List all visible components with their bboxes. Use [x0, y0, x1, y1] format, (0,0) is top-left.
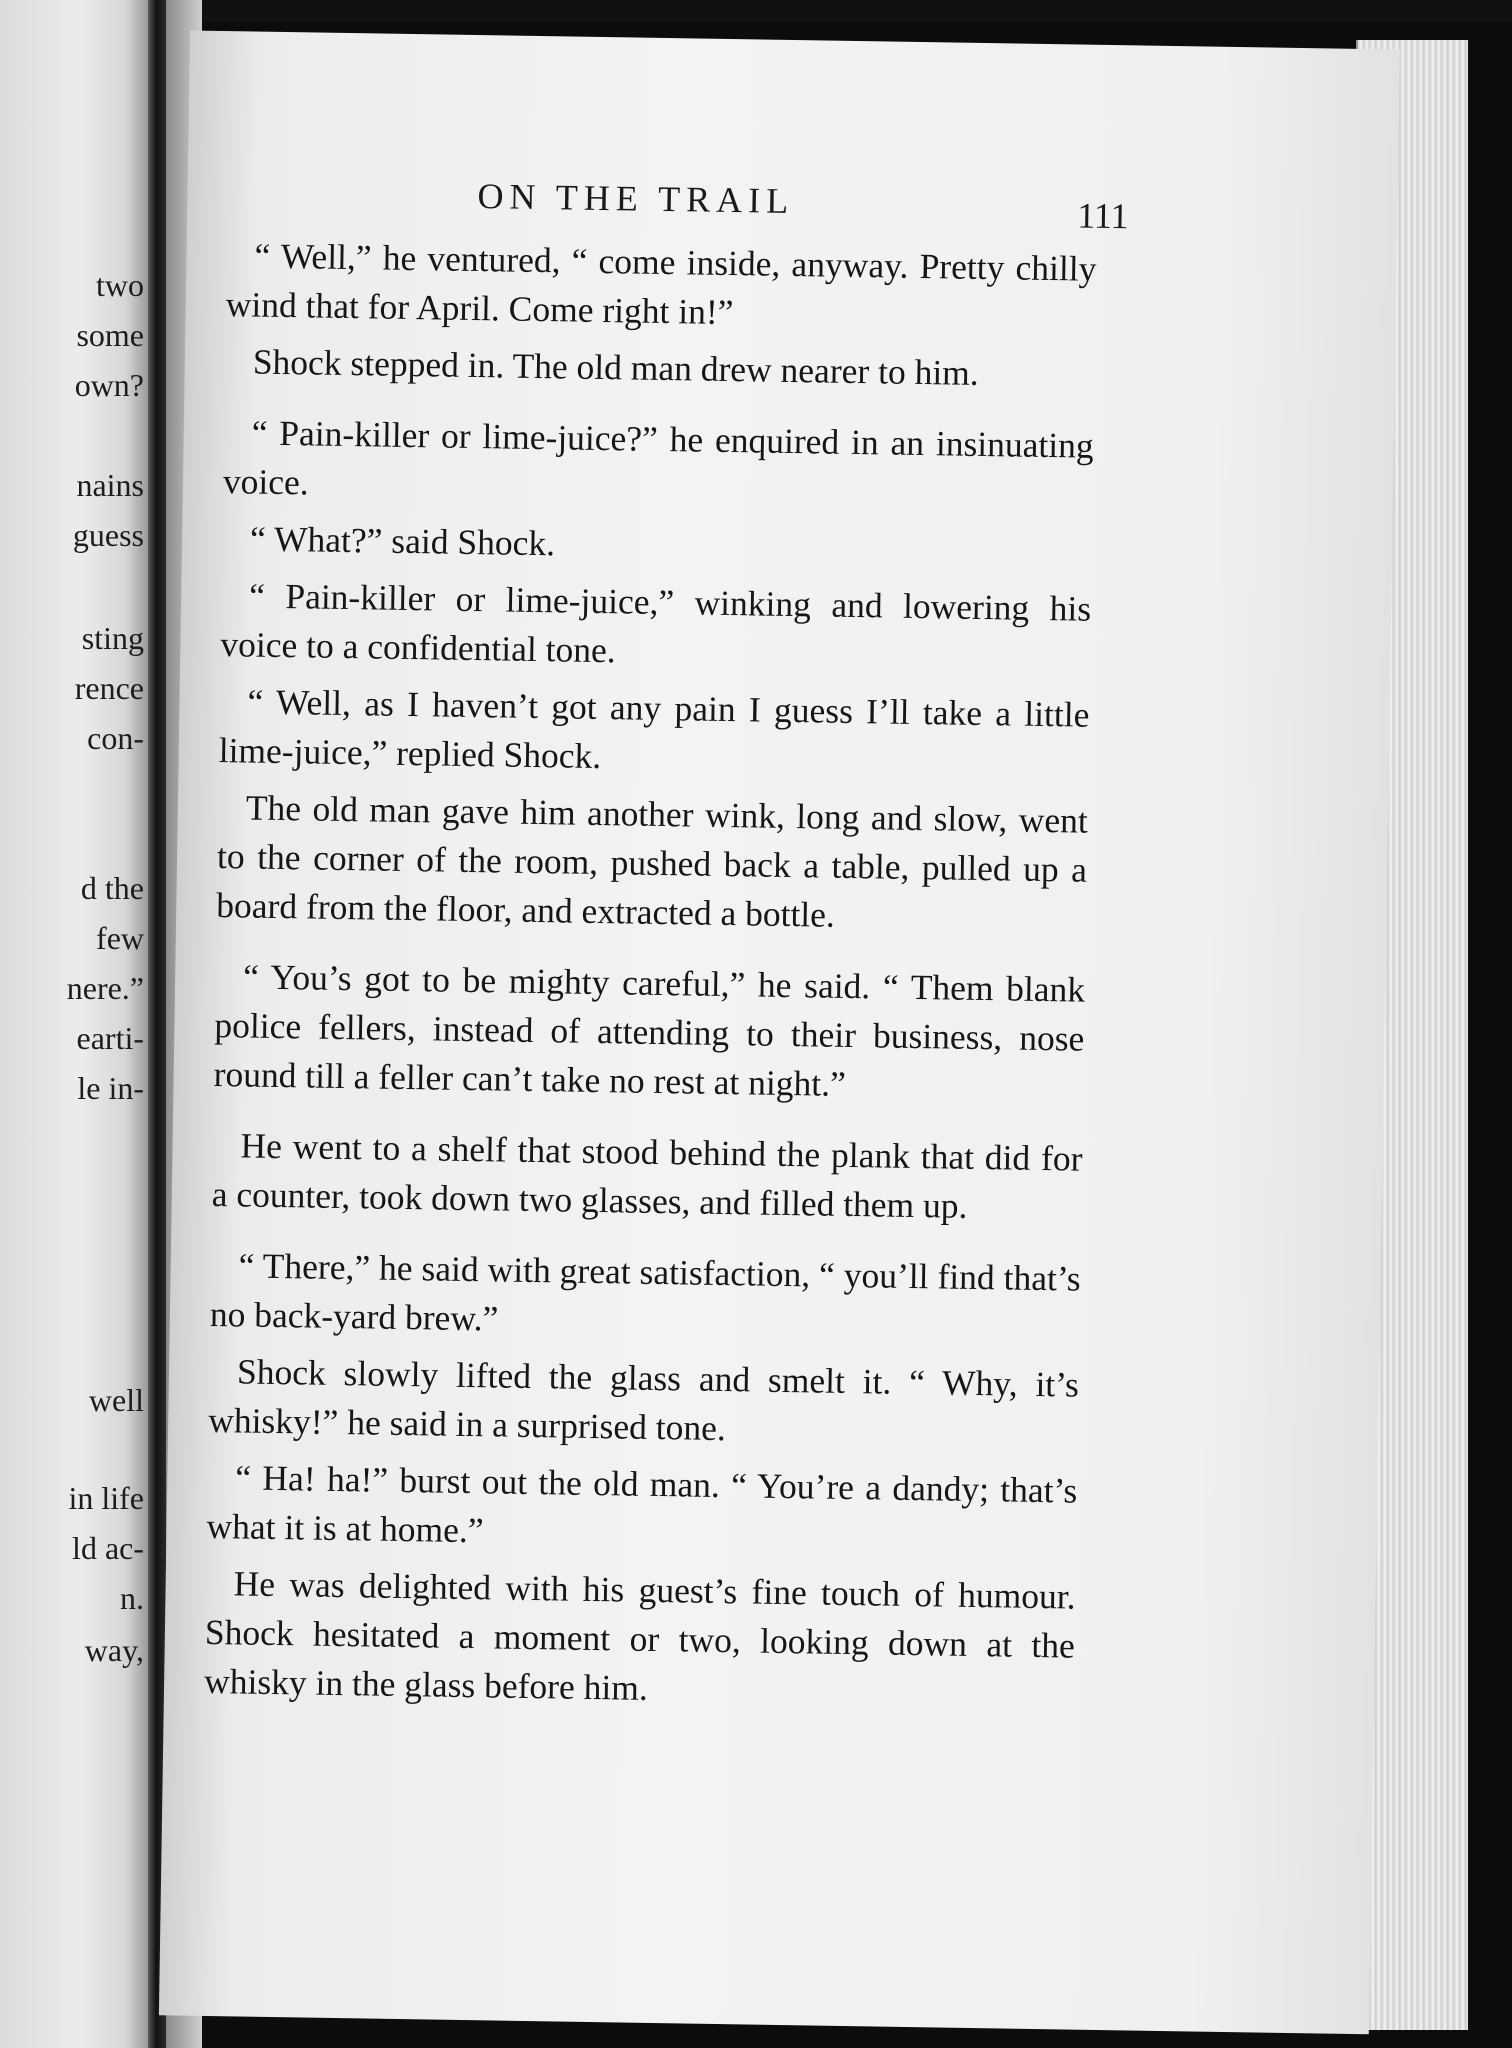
left-page-line: well — [88, 1382, 144, 1418]
left-page-line: ld ac- — [72, 1530, 144, 1566]
left-page-line: guess — [72, 517, 144, 553]
paragraph: “ You’s got to be mighty careful,” he said. “ Them blank police fellers, instead of attending to their business, nose round till a feller can’t take no rest at night.” — [213, 956, 1086, 1104]
left-page-line: own? — [74, 367, 144, 403]
left-page-line: two — [96, 267, 144, 303]
paragraph: Shock stepped in. The old man drew nearer to him. — [252, 341, 980, 393]
left-page-fragment — [0, 0, 148, 2048]
left-page-line: sting — [81, 620, 144, 656]
left-page-line: way, — [84, 1632, 144, 1668]
paragraph: “ Well, as I haven’t got any pain I guess I’ll take a little lime-juice,” replied Shock. — [218, 681, 1090, 777]
paragraph: He went to a shelf that stood behind the plank that did for a counter, took down two glasses, and filled them up. — [211, 1125, 1083, 1226]
left-page-line: con- — [87, 720, 144, 756]
left-page-line: few — [96, 920, 144, 956]
left-page-line: earti- — [76, 1020, 144, 1056]
left-page-line: d the — [80, 870, 144, 906]
left-page-line: nere.” — [66, 970, 144, 1006]
left-page-line: n. — [120, 1580, 144, 1616]
left-page-line: some — [76, 317, 144, 353]
left-page-line: le in- — [77, 1070, 144, 1106]
paragraph: He was delighted with his guest’s fine touch of humour. Shock hesitated a moment or two, looking down at the whisky in the glass before him. — [203, 1563, 1076, 1708]
body-text — [204, 231, 1097, 1727]
page-header — [187, 170, 1348, 238]
paragraph: “ There,” he said with great satisfaction, “ you’ll find that’s no back-yard brew.” — [209, 1245, 1081, 1339]
left-page-line: nains — [76, 467, 144, 503]
running-head: ON THE TRAIL — [477, 176, 795, 222]
paragraph: “ What?” said Shock. — [249, 518, 556, 564]
paragraph: Shock slowly lifted the glass and smelt it. “ Why, it’s whisky!” he said in a surprised tone. — [207, 1351, 1080, 1449]
scan-top-edge — [0, 0, 1512, 22]
left-page-line: in life — [68, 1480, 144, 1516]
right-page — [159, 30, 1400, 2034]
paragraph: “ Well,” he ventured, “ come inside, anyway. Pretty chilly wind that for April. Come right in!” — [225, 235, 1097, 333]
page-number: 111 — [1076, 195, 1129, 237]
paragraph: “ Ha! ha!” burst out the old man. “ You’re a dandy; that’s what it is at home.” — [206, 1457, 1078, 1551]
paragraph: The old man gave him another wink, long and slow, went to the corner of the room, pushed back a table, pulled up a board from the floor, and extracted a bottle. — [216, 787, 1089, 935]
paragraph: “ Pain-killer or lime-juice?” he enquired in an insinuating voice. — [222, 412, 1094, 503]
left-page-line: rence — [74, 670, 144, 706]
paragraph: “ Pain-killer or lime-juice,” winking and lowering his voice to a confidential tone. — [220, 575, 1092, 671]
